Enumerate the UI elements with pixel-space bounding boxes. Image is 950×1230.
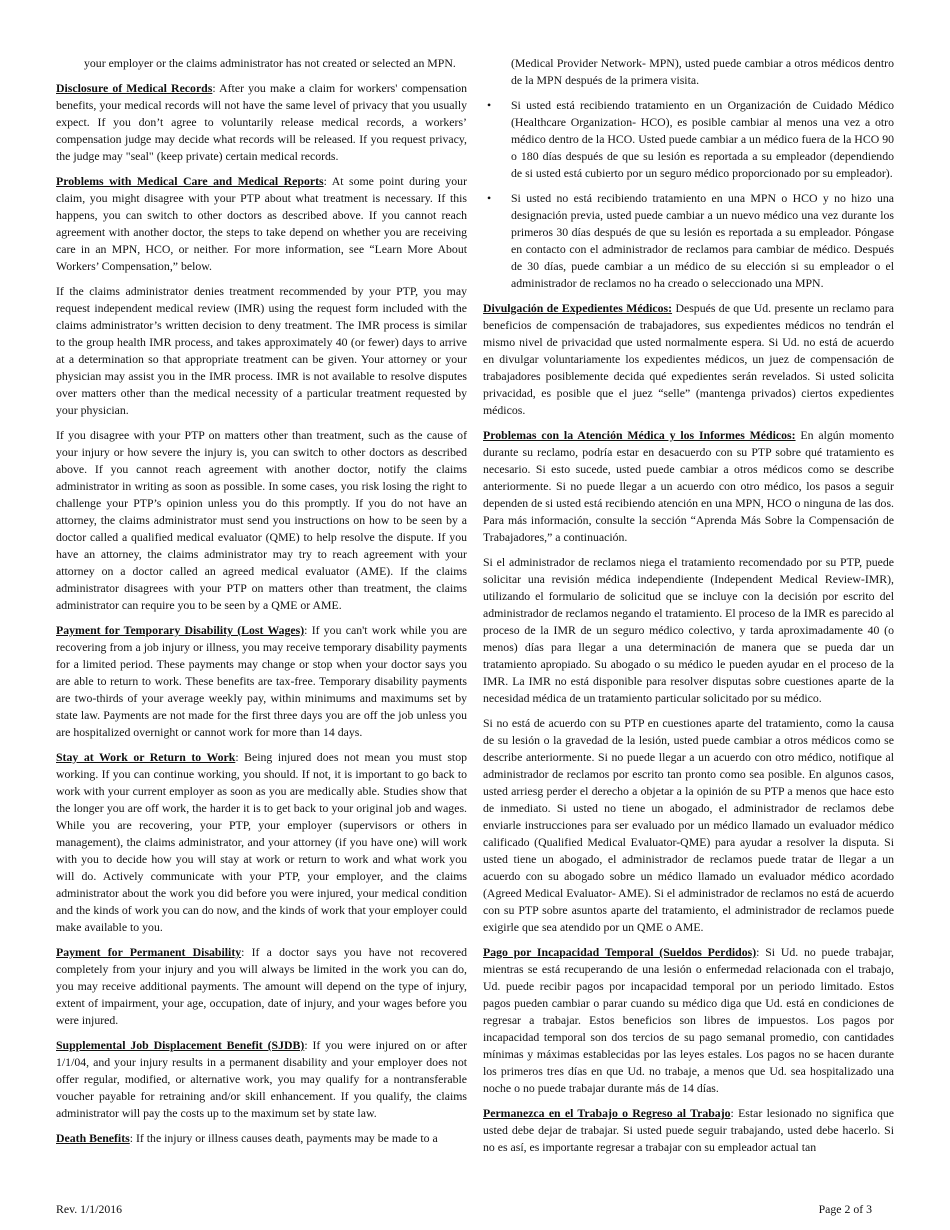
section-text: : At some point during your claim, you might disagree with your PTP about what treatment is necessary. If this happens, you can switch to other doctors as described above. If you cannot reach agreement with another doctor, the steps to take depend on whether you are receiving care in an MPN, HCO, or neither. For more information, see “Learn More About Workers’ Compensation,” below. bbox=[56, 174, 467, 273]
section-sjdb: Supplemental Job Displacement Benefit (SJDB): If you were injured on or after 1/1/04, and your injury results in a permanent disability and your employer does not offer regular, modified, or alternative work, you may qualify for a nontransferable voucher payable for retraining and/or skill enhancement. If you qualify, the claims administrator will pay the costs up to the maximum set by state law. bbox=[56, 1038, 468, 1120]
bullet-icon: • bbox=[487, 191, 492, 205]
paragraph-imr: If the claims administrator denies treatment recommended by your PTP, you may request independent medical review (IMR) using the request form included with the claims administrator’s written decision to deny treatment. The IMR process is similar to the group health IMR process, and takes approximately 40 (or fewer) days to arrive at a determination so that appropriate treatment can be given. Your attorney or your physician may assist you in the IMR process. IMR is not available to resolve disputes over matters other than the medical necessity of a particular treatment requested by your physician. bbox=[56, 284, 467, 417]
section-heading: Payment for Temporary Disability (Lost Wages) bbox=[56, 623, 305, 637]
section-text: En algún momento durante su reclamo, podría estar en desacuerdo con su PTP sobre qué tratamiento es necesario. Si esto sucede, usted puede cambiar a otros médicos como se describe anteriormente. Si no puede llegar a un acuerdo con otro médico, los pasos a seguir dependen de si usted está recibiendo atención en una MPN, HCO o ninguna de las dos. Para más información, consulte la sección “Aprenda Más Sobre la Compensación de Trabajadores,” a continuación. bbox=[483, 428, 894, 544]
spanish-column bbox=[483, 55, 894, 1164]
section-permanezca-trabajo: Permanezca en el Trabajo o Regreso al Trabajo: Estar lesionado no significa que usted debe dejar de trabajar. Si usted puede seguir trabajando, usted debe hacerlo. Si no es así, es importante regresar a trabajar con su empleador actual tan bbox=[483, 1106, 894, 1154]
section-problems-medical-care bbox=[56, 173, 467, 275]
section-text: Si Ud. no puede trabajar, mientras se está recuperando de una lesión o enfermedad relacionada con el trabajo, Ud. puede recibir pagos por incapacidad temporal por un periodo limitado. Estos pagos pueden cambiar o parar cuando su médico diga que Ud. está en condiciones de regresar a trabajar. Estos beneficios son libres de impuestos. Los pagos por incapacidad temporal son dos tercios de su pago semanal promedio, con cantidades mínimas y máximas establecidas por las leyes estales. Los pagos no se hacen durante los primeros tres días en que Ud. no trabaje, a menos que Ud. sea hospitalizado una noche o no puede trabajar durante más de 14 días. bbox=[483, 945, 894, 1095]
section-return-to-work: Stay at Work or Return to Work: Being injured does not mean you must stop working. If you can continue working, you should. If not, it is important to go back to work with your current employer as soon as you are medically able. Studies show that the longer you are off work, the harder it is to get back to your original job and wages. While you are recovering, your PTP, your employer (supervisors or others in management), the claims administrator, and your attorney (if you have one) will work with you to decide how you will stay at work or return to work and what work you will do. Actively communicate with your PTP, your employer, and the claims administrator about the work you did before you were injured, your medical condition and the kinds of work you can do now, and the kinds of work that your employer could make available to you. bbox=[56, 750, 467, 934]
bullet-list bbox=[483, 97, 894, 292]
section-permanent-disability: Payment for Permanent Disability: If a doctor says you have not recovered completely from your injury and you will always be limited in the work you can do, you may receive additional payments. The amount will depend on the type of injury, extent of impairment, your age, occupation, date of injury, and your wages before you were injured. bbox=[56, 945, 467, 1027]
section-heading: Problemas con la Atención Médica y los Informes Médicos: bbox=[483, 428, 796, 442]
section-text: If the injury or illness causes death, payments may be made to a bbox=[133, 1131, 438, 1145]
section-text: Estar lesionado no significa que usted debe dejar de trabajar. Si usted puede seguir trabajando, usted debe hacerlo. Si no es así, es importante regresar a trabajar con su empleador actual tan bbox=[483, 1106, 894, 1154]
paragraph-desacuerdo-ptp: Si no está de acuerdo con su PTP en cuestiones aparte del tratamiento, como la causa de su lesión o la gravedad de la lesión, usted puede cambiar a otros médicos como se describe anteriormente. Si no puede llegar a un acuerdo con otro médico, notifique al administrador de reclamos por escrito tan pronto como sea posible. En algunos casos, usted arriesg perder el derecho a objetar a la opinión de su PTP a menos que hace esto de inmediato. Si usted no tiene un abogado, el administrador de reclamos debe enviarle instrucciones para ser evaluado por un médico llamado un evaluador médico calificado (Qualified Medical Evaluator-QME) para ayudar a resolver la disputa. Si usted tiene un abogado, el administrador de reclamos puede tratar de llegar a un acuerdo con su abogado sobre un médico llamado un evaluador médico acordado (Agreed Medical Evaluator- AME). Si el administrador de reclamos no está de acuerdo con su PTP sobre asuntos aparte del tratamiento, el administrador de reclamos puede exigirle que sea atendido por un QME o AME. bbox=[483, 716, 894, 934]
section-heading: Disclosure of Medical Records bbox=[56, 81, 213, 95]
page-number: Page 2 of 3 bbox=[818, 1202, 872, 1216]
section-heading: Stay at Work or Return to Work bbox=[56, 750, 236, 764]
english-column bbox=[56, 55, 467, 1155]
section-disclosure-medical-records: Disclosure of Medical Records: After you make a claim for workers' compensation benefits, your medical records will not have the same level of privacy that you usually expect. If you don’t agree to voluntarily release medical records, a workers’ compensation judge may decide what records will be released. If you request privacy, the judge may "seal" (keep private) certain medical records. bbox=[56, 81, 467, 163]
section-incapacidad-temporal: Pago por Incapacidad Temporal (Sueldos Perdidos): Si Ud. no puede trabajar, mientras se está recuperando de una lesión o enfermedad relacionada con el trabajo, Ud. puede recibir pagos por incapacidad temporal por un periodo limitado. Estos pagos pueden cambiar o parar cuando su médico diga que Ud. está en condiciones de regresar a trabajar. Estos beneficios son libres de impuestos. Los pagos por incapacidad temporal son dos tercios de su pago semanal promedio, con cantidades mínimas y máximas establecidas por las leyes estales. Los pagos no se hacen durante los primeros tres días en que Ud. no trabaje, a menos que Ud. sea hospitalizado una noche o no puede trabajar durante más de 14 días. bbox=[483, 945, 894, 1095]
section-text: If you can't work while you are recovering from a job injury or illness, you may receive temporary disability payments for a limited period. These payments may change or stop when your doctor says you are able to return to work. These benefits are tax-free. Temporary disability payments are two-thirds of your average weekly pay, within minimums and maximums set by state law. Payments are not made for the first three days you are off the job unless you are hospitalized overnight or cannot work for more than 14 days. bbox=[56, 623, 467, 739]
section-heading: Divulgación de Expedientes Médicos: bbox=[483, 301, 673, 315]
section-problemas-atencion bbox=[483, 427, 894, 546]
section-text: After you make a claim for workers' compensation benefits, your medical records will not have the same level of privacy that you usually expect. If you don’t agree to voluntarily release medical records, a workers’ compensation judge may decide what records will be released. If you request privacy, the judge may "seal" (keep private) certain medical records. bbox=[56, 81, 467, 163]
section-text: Being injured does not mean you must stop working. If you can continue working, you should. If not, it is important to go back to work with your current employer as soon as you are medically able. Studies show that the longer you are off work, the harder it is to get back to your original job and wages. While you are recovering, your PTP, your employer (supervisors or others in management), the claims administrator, and your attorney (if you have one) will work with you to decide how you will stay at work or return to work and what work you will do. Actively communicate with your PTP, your employer, and the claims administrator about the work you did before you were injured, your medical condition and the kinds of work you can do now, and the kinds of work that your employer could make available to you. bbox=[56, 750, 467, 934]
continued-text: your employer or the claims administrator has not created or selected an MPN. bbox=[84, 56, 456, 70]
section-heading: Problems with Medical Care and Medical Reports bbox=[56, 174, 324, 188]
section-text: If a doctor says you have not recovered completely from your injury and you will always be limited in the work you can do, you may receive additional payments. The amount will depend on the type of injury, extent of impairment, your age, occupation, date of injury, and your wages before you were injured. bbox=[56, 945, 467, 1027]
section-text: Después de que Ud. presente un reclamo para beneficios de compensación de trabajadores, sus expedientes médicos no tendrán el mismo nivel de privacidad que usted normalmente espera. Si Ud. no está de acuerdo en divulgar voluntariamente los expedientes médicos, un juez de compensación de trabajadores posiblemente decida qué expedientes serán revelados. Si usted solicita privacidad, es posible que el juez “selle” (mantenga privados) ciertos expedientes médicos. bbox=[483, 301, 895, 417]
revision-date: Rev. 1/1/2016 bbox=[56, 1202, 123, 1216]
section-heading: Death Benefits bbox=[56, 1131, 130, 1145]
list-item: • Si usted no está recibiendo tratamiento en una MPN o HCO y no hizo una designación previa, usted puede cambiar a un nuevo médico una vez durante los primeros 30 días después de que su lesión es reportada a su empleador. Póngase en contacto con el administrador de reclamos para cambiar de médico. Después de 30 días, puede cambiar a un médico de su elección si su empleador o el administrador de reclamos no ha creado o seleccionado una MPN. bbox=[487, 191, 894, 290]
bullet-icon: • bbox=[487, 98, 492, 112]
continued-text: (Medical Provider Network- MPN), usted puede cambiar a otros médicos dentro de la MPN después de la primera visita. bbox=[511, 56, 894, 87]
section-heading: Supplemental Job Displacement Benefit (SJDB) bbox=[56, 1038, 305, 1052]
paragraph-imr-es: Si el administrador de reclamos niega el tratamiento recomendado por su PTP, puede solicitar una revisión médica independiente (Independent Medical Review-IMR), utilizando el formulario de solicitud que se incluye con la decisión por escrito del administrador de reclamos negando el tratamiento. El proceso de la IMR es parecido al proceso de la IMR de un seguro médico colectivo, y tarda aproximadamente 40 (o menos) días para llegar a una determinación de manera que se pueda dar un tratamiento apropiado. Su abogado o su médico le pueden ayudar en el proceso de la IMR. La IMR no está disponible para resolver disputas sobre cuestiones aparte de la necesidad médica de un tratamiento particular solicitado por su médico. bbox=[483, 555, 894, 705]
list-item: • Si usted está recibiendo tratamiento en un Organización de Cuidado Médico (Healthcare Organization- HCO), es posible cambiar al menos una vez a otro médico dentro de la HCO. Usted puede cambiar a un médico fuera de la HCO 90 o 180 días después de que su lesión es reportada a su empleador (dependiendo de si usted está cubierto por un seguro médico proporcionado por su empleador). bbox=[487, 98, 894, 180]
section-temporary-disability: Payment for Temporary Disability (Lost Wages): If you can't work while you are recovering from a job injury or illness, you may receive temporary disability payments for a limited period. These payments may change or stop when your doctor says you are able to return to work. These benefits are tax-free. Temporary disability payments are two-thirds of your average weekly pay, within minimums and maximums set by state law. Payments are not made for the first three days you are off the job unless you are hospitalized overnight or cannot work for more than 14 days. bbox=[56, 623, 467, 739]
section-divulgacion-expedientes bbox=[483, 300, 894, 419]
section-heading: Permanezca en el Trabajo o Regreso al Trabajo bbox=[483, 1106, 731, 1120]
section-heading: Payment for Permanent Disability bbox=[56, 945, 242, 959]
paragraph-disagree-ptp: If you disagree with your PTP on matters other than treatment, such as the cause of your injury or how severe the injury is, you can switch to other doctors as described above. If you cannot reach agreement with another doctor, notify the claims administrator in writing as soon as possible. In some cases, you risk losing the right to challenge your PTP’s opinion unless you do this promptly. If you do not have an attorney, the claims administrator must send you instructions on how to be seen by a doctor called a qualified medical evaluator (QME) to help resolve the dispute. If you have an attorney, the claims administrator may try to reach agreement with your attorney on a doctor called an agreed medical evaluator (AME). If the claims administrator disagrees with your PTP on matters other than treatment, the claims administrator can require you to be seen by a QME or AME. bbox=[56, 428, 467, 612]
section-death-benefits: Death Benefits: If the injury or illness causes death, payments may be made to a bbox=[56, 1131, 438, 1145]
section-heading: Pago por Incapacidad Temporal (Sueldos Perdidos) bbox=[483, 945, 757, 959]
section-text: If you were injured on or after 1/1/04, and your injury results in a permanent disability and your employer does not offer regular, modified, or alternative work, you may qualify for a nontransferable voucher payable for retraining and/or skill enhancement. If you qualify, the claims administrator will pay the costs up to the maximum set by state law. bbox=[56, 1038, 468, 1120]
